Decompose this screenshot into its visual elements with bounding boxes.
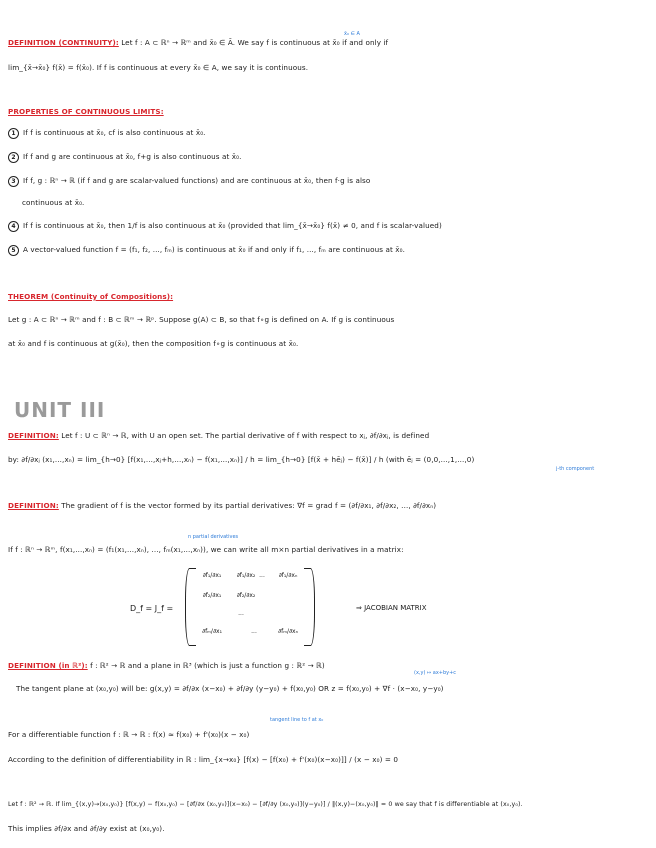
differentiable-r-text-1: For a differentiable function f : ℝ → ℝ : f(x) ≈ f(x₀) + f'(x₀)(x − x₀) [8, 730, 250, 739]
matrix-right-paren [304, 568, 315, 646]
tangent-annotation: (x,y) ↦ ax+by+c [414, 670, 457, 676]
theorem-text-1: Let g : A ⊂ ℝⁿ → ℝᵐ and f : B ⊂ ℝᵐ → ℝᵖ. Suppose g(A) ⊂ B, so that f∘g is defined on A. If g is continuous [8, 315, 395, 324]
jacobian-label: D_f = J_f = [130, 604, 174, 613]
property-item [8, 152, 648, 163]
jacobian-matrix [185, 568, 315, 644]
property-number: 5 [8, 245, 19, 256]
theorem-heading-line [8, 292, 648, 302]
partial-text-2: by: ∂f/∂xⱼ (x₁,...,xₙ) = lim_{h→0} [f(x₁,...,xⱼ+h,...,xₙ) − f(x₁,...,xₙ)] / h = lim_{h→0} [f(x̄ + hēⱼ) − f(x̄)] / h (with ēⱼ = (0,0,...,1,...,0) [8, 455, 475, 464]
matrix-cell: ∂f₁/∂x₁ [202, 572, 222, 579]
matrix-cell: ∂fₘ/∂xₙ [277, 628, 299, 635]
matrix-dots: ... [251, 628, 257, 635]
property-text: If f and g are continuous at x̄₀, f+g is also continuous at x̄₀. [23, 152, 242, 161]
property-item [8, 221, 648, 232]
property-number: 3 [8, 176, 19, 187]
matrix-cell: ∂f₁/∂xₙ [278, 572, 298, 579]
unit-title: UNIT III [14, 398, 106, 422]
matrix-left-paren [185, 568, 196, 646]
definition-tangent-heading: DEFINITION (in ℝ²): [8, 661, 88, 670]
property-item [8, 245, 648, 256]
theorem-text-2: at x̄₀ and f is continuous at g(x̄₀), then the composition f∘g is continuous at x̄₀. [8, 339, 299, 348]
property-text: If f is continuous at x̄₀, cf is also continuous at x̄₀. [23, 128, 206, 137]
tangent-line-annotation: tangent line to f at x₀ [270, 717, 324, 723]
property-number: 2 [8, 152, 19, 163]
continuity-text-2: lim_{x̄→x̄₀} f(x̄) = f(x̄₀). If f is continuous at every x̄₀ ∈ A, we say it is continuous. [8, 63, 309, 72]
tangent-text-1: f : ℝ² → ℝ and a plane in ℝ³ (which is just a function g : ℝ² → ℝ) [90, 661, 325, 670]
continuity-annotation: x̄₀ ∈ A [344, 31, 360, 37]
property-number: 4 [8, 221, 19, 232]
jacobian-annotation: n partial derivatives [188, 534, 239, 540]
gradient-text: The gradient of f is the vector formed by its partial derivatives: ∇f = grad f = (∂f/∂x₁, ∂f/∂x₂, ..., ∂f/∂xₙ) [61, 501, 437, 510]
matrix-cell: ∂f₂/∂x₂ [236, 592, 256, 599]
continuity-line-1 [8, 38, 648, 48]
gradient-line [8, 501, 648, 511]
property-text: If f is continuous at x̄₀, then 1/f is also continuous at x̄₀ (provided that lim_{x̄→x̄₀} f(x̄) ≠ 0, and f is scalar-valued) [23, 221, 442, 230]
properties-heading-line [8, 107, 648, 117]
partial-annotation: j-th component [556, 466, 595, 472]
differentiable-r2-text-2: This implies ∂f/∂x and ∂f/∂y exist at (x₀,y₀). [8, 824, 165, 833]
matrix-dots: ... [238, 610, 244, 617]
property-item [8, 128, 648, 139]
jacobian-arrow-label: ⇒ JACOBIAN MATRIX [356, 604, 427, 612]
matrix-dots: ... [259, 572, 265, 579]
property-number: 1 [8, 128, 19, 139]
matrix-cell: ∂f₂/∂x₁ [202, 592, 222, 599]
differentiable-r-text-2: According to the definition of differentiability in ℝ : lim_{x→x₀} [f(x) − [f(x₀) + f'(x₀)(x−x₀)]] / (x − x₀) = 0 [8, 755, 399, 764]
definition-gradient-heading: DEFINITION: [8, 501, 59, 510]
definition-partial-heading: DEFINITION: [8, 431, 59, 440]
partial-line-1 [8, 431, 648, 441]
tangent-line-1 [8, 661, 648, 671]
partial-text-1: Let f : U ⊂ ℝⁿ → ℝ, with U an open set. The partial derivative of f with respect to xⱼ, ∂f/∂xⱼ, is defined [61, 431, 430, 440]
property-item [8, 176, 648, 187]
matrix-cell: ∂f₁/∂x₂ [236, 572, 256, 579]
properties-heading: PROPERTIES OF CONTINUOUS LIMITS: [8, 107, 164, 116]
jacobian-text: If f : ℝⁿ → ℝᵐ, f(x₁,...,xₙ) = (f₁(x₁,...,xₙ), ..., fₘ(x₁,...,xₙ)), we can write all m×n partial derivatives in a matrix: [8, 545, 404, 554]
continuity-text-1: Let f : A ⊂ ℝⁿ → ℝᵐ and x̄₀ ∈ Ā. We say f is continuous at x̄₀ if and only if [121, 38, 389, 47]
property-text: continuous at x̄₀. [22, 198, 85, 207]
property-item-continued [22, 198, 648, 208]
property-text: A vector-valued function f = (f₁, f₂, ..., fₘ) is continuous at x̄₀ if and only if f₁, ..., fₘ are continuous at x̄₀. [23, 245, 406, 254]
matrix-cell: ∂fₘ/∂x₁ [201, 628, 223, 635]
property-text: If f, g : ℝⁿ → ℝ (if f and g are scalar-valued functions) and are continuous at x̄₀, then f·g is also [23, 176, 371, 185]
differentiable-r2-text-1: Let f : ℝ² → ℝ. If lim_{(x,y)→(x₀,y₀)} [f(x,y) − f(x₀,y₀) − [∂f/∂x (x₀,y₀)](x−x₀) − [∂f/∂y (x₀,y₀)](y−y₀)] / ‖(x,y)−(x₀,y₀)‖ = 0 we say that f is differentiable at (x₀,y₀). [8, 801, 523, 808]
tangent-text-2: The tangent plane at (x₀,y₀) will be: g(x,y) = ∂f/∂x (x−x₀) + ∂f/∂y (y−y₀) + f(x₀,y₀) OR z = f(x₀,y₀) + ∇f · (x−x₀, y−y₀) [16, 684, 444, 693]
theorem-heading: THEOREM (Continuity of Compositions): [8, 292, 174, 301]
definition-continuity-heading: DEFINITION (CONTINUITY): [8, 38, 119, 47]
